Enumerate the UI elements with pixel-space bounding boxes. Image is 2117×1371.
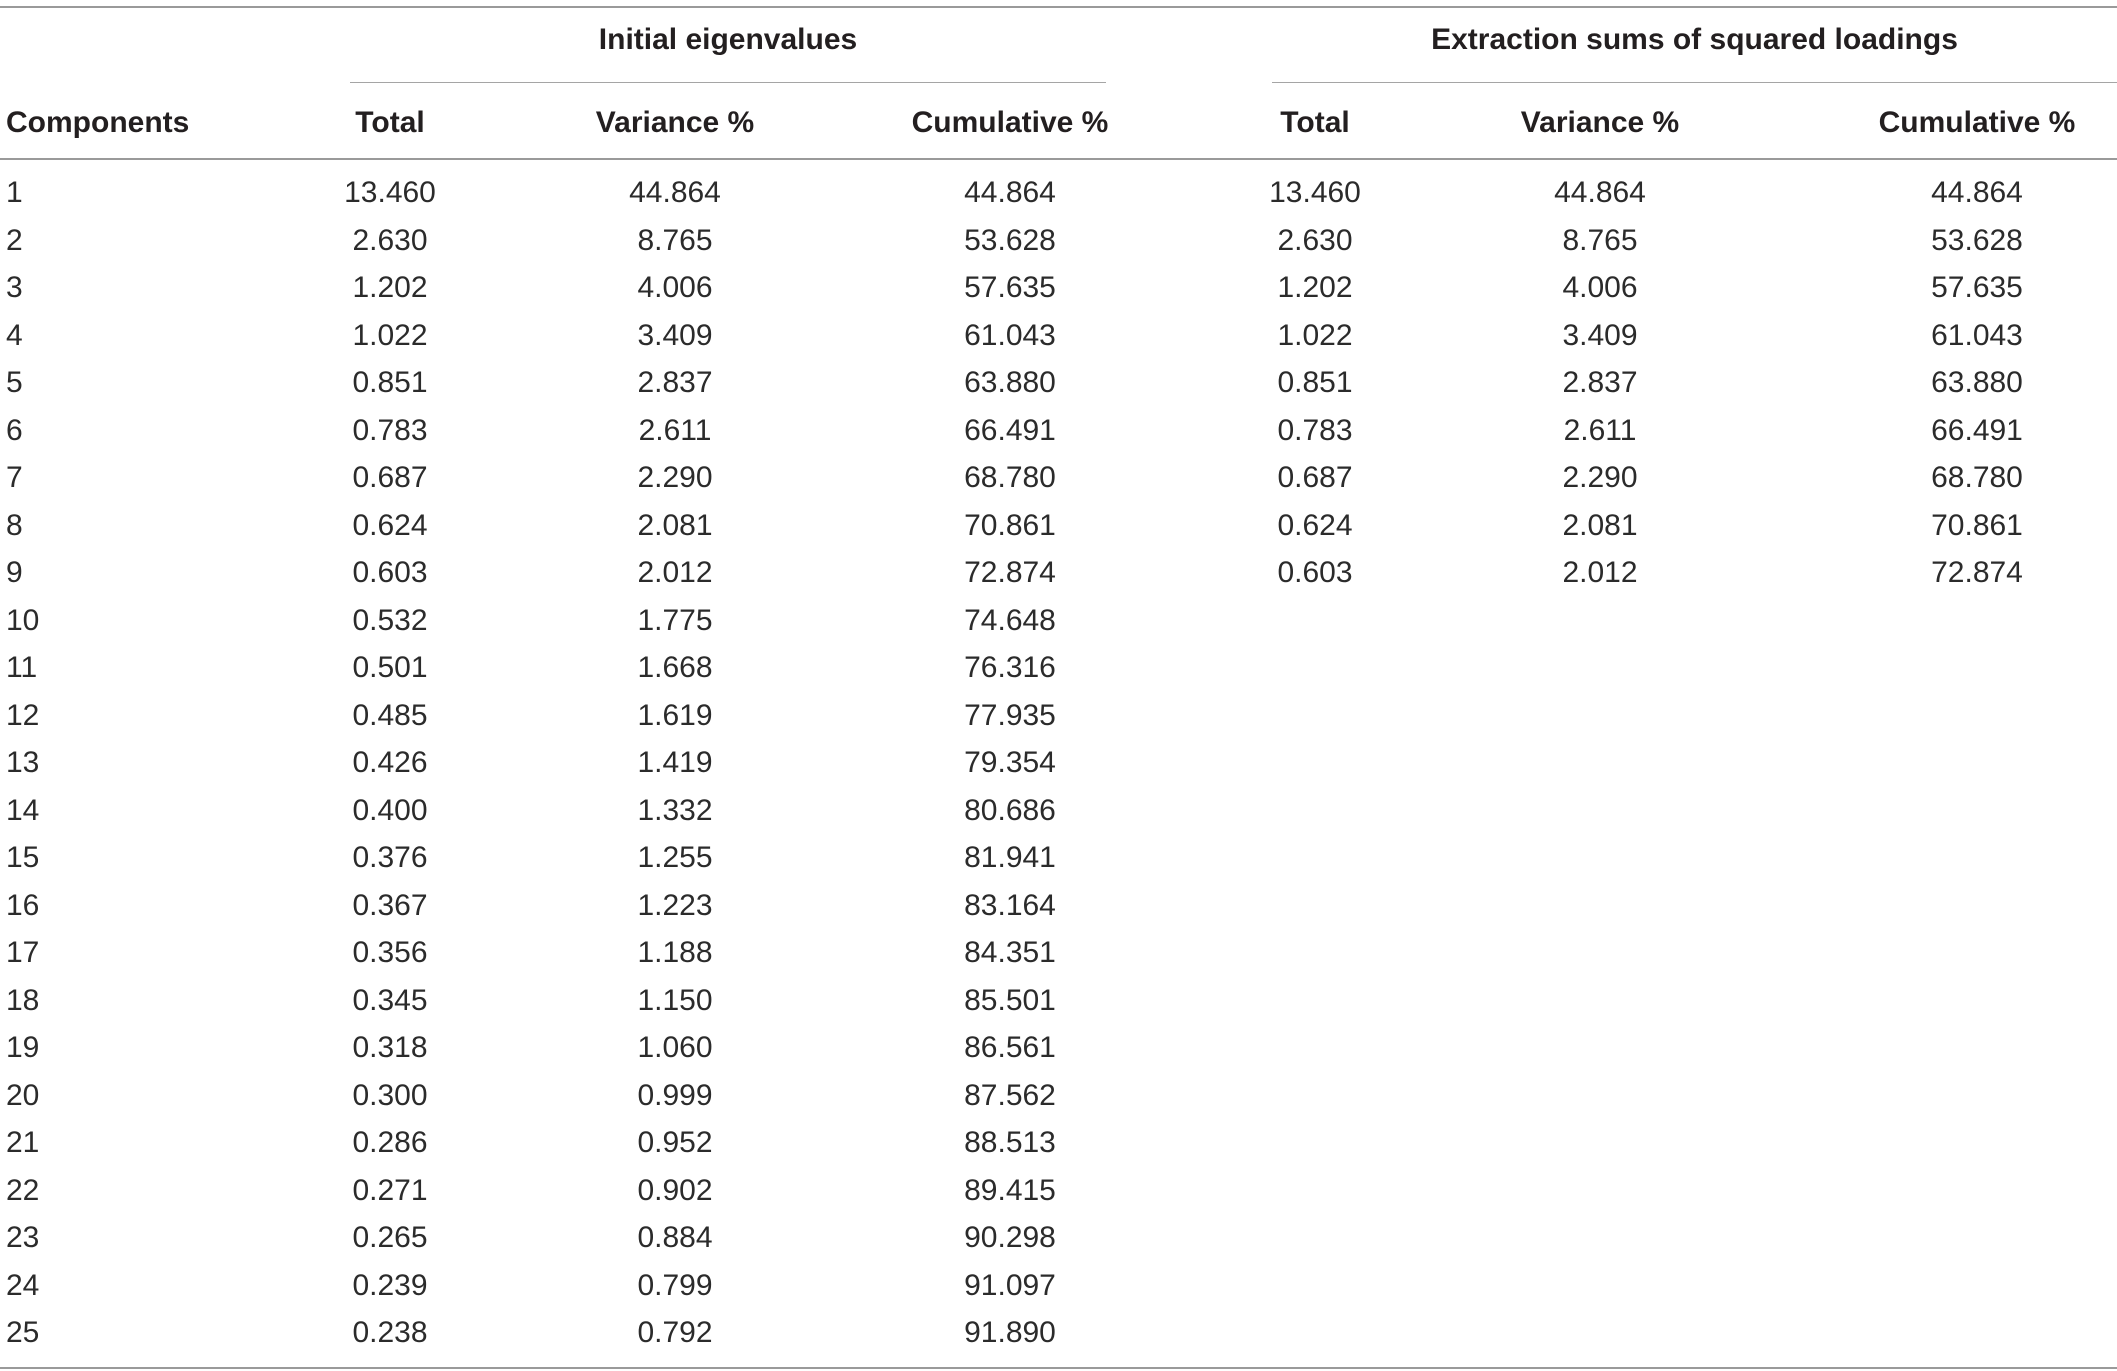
cell-variance: 0.792	[637, 1316, 713, 1349]
cell-cumulative: 81.941	[964, 841, 1056, 874]
cell-component: 1	[6, 176, 23, 209]
column-header-extraction-variance: Variance %	[1520, 106, 1680, 139]
cell-component: 17	[6, 936, 40, 969]
cell-variance: 44.864	[629, 176, 721, 209]
cell-cumulative: 66.491	[964, 413, 1056, 447]
cell-variance: 0.999	[637, 1078, 713, 1112]
cell-cumulative: 74.648	[964, 603, 1056, 637]
cell-total: 0.271	[352, 1173, 428, 1207]
cell-total: 0.485	[352, 698, 428, 732]
cell-component: 10	[6, 603, 40, 637]
cell-total: 0.286	[352, 1126, 428, 1159]
cell-cumulative: 84.351	[964, 936, 1056, 969]
cell-variance: 1.619	[637, 698, 713, 732]
cell-component: 9	[6, 556, 23, 589]
group-rule-extraction	[1272, 82, 2117, 83]
column-header-components: Components	[6, 106, 190, 139]
cell-variance: 3.409	[637, 318, 713, 352]
cell-cumulative: 86.561	[964, 1031, 1056, 1064]
cell-cumulative: 85.501	[964, 983, 1056, 1017]
cell-cumulative: 68.780	[964, 461, 1056, 494]
cell-extraction-variance: 2.837	[1562, 366, 1638, 399]
cell-cumulative: 53.628	[964, 223, 1056, 257]
group-rule-initial	[350, 82, 1106, 83]
cell-variance: 2.081	[637, 508, 713, 542]
cell-total: 2.630	[352, 223, 428, 257]
cell-total: 0.851	[352, 366, 428, 399]
cell-component: 19	[6, 1031, 40, 1064]
cell-variance: 0.884	[637, 1221, 713, 1254]
cell-component: 13	[6, 746, 40, 779]
cell-component: 22	[6, 1173, 40, 1207]
column-header-cumulative: Cumulative %	[911, 106, 1109, 139]
cell-component: 15	[6, 841, 40, 874]
cell-extraction-variance: 2.290	[1562, 461, 1638, 494]
cell-component: 16	[6, 888, 40, 922]
cell-cumulative: 76.316	[964, 651, 1056, 684]
cell-extraction-cumulative: 53.628	[1931, 223, 2023, 257]
cell-cumulative: 61.043	[964, 318, 1056, 352]
cell-extraction-cumulative: 63.880	[1931, 366, 2023, 399]
cell-total: 0.532	[352, 603, 428, 637]
cell-cumulative: 90.298	[964, 1221, 1056, 1254]
cell-variance: 2.012	[637, 556, 713, 589]
cell-variance: 0.799	[637, 1268, 713, 1302]
cell-extraction-cumulative: 66.491	[1931, 413, 2023, 447]
cell-variance: 2.837	[637, 366, 713, 399]
cell-component: 12	[6, 698, 40, 732]
cell-extraction-total: 1.022	[1277, 318, 1353, 352]
column-header-extraction-cumulative: Cumulative %	[1878, 106, 2076, 139]
cell-extraction-cumulative: 61.043	[1931, 318, 2023, 352]
group-title-initial-eigenvalues: Initial eigenvalues	[598, 23, 858, 56]
cell-total: 0.265	[352, 1221, 428, 1254]
cell-extraction-total: 0.783	[1277, 413, 1353, 447]
group-title-extraction-loadings: Extraction sums of squared loadings	[1431, 23, 1958, 56]
cell-extraction-cumulative: 57.635	[1931, 271, 2023, 304]
cell-extraction-cumulative: 68.780	[1931, 461, 2023, 494]
cell-cumulative: 83.164	[964, 888, 1056, 922]
cell-extraction-total: 0.603	[1277, 556, 1353, 589]
cell-extraction-total: 2.630	[1277, 223, 1353, 257]
cell-extraction-variance: 44.864	[1554, 176, 1646, 209]
cell-extraction-variance: 2.012	[1562, 556, 1638, 589]
cell-total: 0.501	[352, 651, 428, 684]
cell-total: 0.345	[352, 983, 428, 1017]
cell-extraction-variance: 2.611	[1563, 413, 1637, 447]
cell-cumulative: 77.935	[964, 698, 1056, 732]
cell-extraction-total: 0.687	[1277, 461, 1353, 494]
cell-extraction-total: 1.202	[1277, 271, 1353, 304]
cell-variance: 1.668	[637, 651, 713, 684]
cell-extraction-cumulative: 70.861	[1931, 508, 2023, 542]
cell-total: 0.687	[352, 461, 428, 494]
cell-cumulative: 88.513	[964, 1126, 1056, 1159]
cell-component: 14	[6, 793, 40, 827]
cell-extraction-total: 0.851	[1277, 366, 1353, 399]
cell-component: 7	[6, 461, 23, 494]
header-bottom-rule	[0, 158, 2117, 160]
cell-variance: 8.765	[637, 223, 713, 257]
column-header-variance: Variance %	[595, 106, 755, 139]
cell-extraction-variance: 3.409	[1562, 318, 1638, 352]
cell-total: 0.300	[352, 1078, 428, 1112]
cell-component: 6	[6, 413, 23, 447]
cell-total: 1.022	[352, 318, 428, 352]
table-top-rule	[0, 6, 2117, 8]
table-bottom-rule	[0, 1367, 2117, 1369]
cell-cumulative: 70.861	[964, 508, 1056, 542]
cell-cumulative: 80.686	[964, 793, 1056, 827]
cell-cumulative: 72.874	[964, 556, 1056, 589]
cell-total: 0.603	[352, 556, 428, 589]
cell-cumulative: 91.890	[964, 1316, 1056, 1349]
cell-variance: 1.255	[637, 841, 713, 874]
cell-total: 0.318	[352, 1031, 428, 1064]
cell-total: 0.239	[352, 1268, 428, 1302]
cell-component: 4	[6, 318, 23, 352]
cell-component: 18	[6, 983, 40, 1017]
cell-cumulative: 79.354	[964, 746, 1056, 779]
cell-extraction-variance: 8.765	[1562, 223, 1638, 257]
cell-cumulative: 44.864	[964, 176, 1056, 209]
cell-component: 24	[6, 1268, 40, 1302]
cell-total: 0.400	[352, 793, 428, 827]
cell-extraction-cumulative: 44.864	[1931, 176, 2023, 209]
cell-variance: 1.775	[637, 603, 713, 637]
cell-cumulative: 63.880	[964, 366, 1056, 399]
cell-cumulative: 89.415	[964, 1173, 1056, 1207]
cell-extraction-total: 0.624	[1277, 508, 1353, 542]
cell-component: 8	[6, 508, 23, 542]
cell-variance: 2.290	[637, 461, 713, 494]
cell-cumulative: 57.635	[964, 271, 1056, 304]
cell-component: 25	[6, 1316, 40, 1349]
cell-extraction-variance: 4.006	[1562, 271, 1638, 304]
cell-variance: 1.188	[637, 936, 713, 969]
cell-variance: 0.902	[637, 1173, 713, 1207]
cell-variance: 1.332	[637, 793, 713, 827]
cell-component: 5	[6, 366, 23, 399]
cell-extraction-variance: 2.081	[1562, 508, 1638, 542]
cell-cumulative: 87.562	[964, 1078, 1056, 1112]
cell-variance: 1.060	[637, 1031, 713, 1064]
cell-component: 3	[6, 271, 23, 304]
cell-total: 1.202	[352, 271, 428, 304]
cell-variance: 0.952	[637, 1126, 713, 1159]
cell-variance: 1.223	[637, 888, 713, 922]
cell-component: 11	[6, 651, 38, 684]
cell-total: 0.624	[352, 508, 428, 542]
cell-total: 13.460	[344, 176, 436, 209]
cell-cumulative: 91.097	[964, 1268, 1056, 1302]
cell-variance: 2.611	[638, 413, 712, 447]
cell-component: 20	[6, 1078, 40, 1112]
column-header-extraction-total: Total	[1280, 106, 1350, 139]
cell-total: 0.238	[352, 1316, 428, 1349]
cell-extraction-total: 13.460	[1269, 176, 1361, 209]
cell-extraction-cumulative: 72.874	[1931, 556, 2023, 589]
cell-variance: 4.006	[637, 271, 713, 304]
column-header-total: Total	[355, 106, 425, 139]
cell-total: 0.367	[352, 888, 428, 922]
cell-total: 0.426	[352, 746, 428, 779]
cell-variance: 1.150	[637, 983, 713, 1017]
cell-total: 0.376	[352, 841, 428, 874]
cell-component: 23	[6, 1221, 40, 1254]
cell-total: 0.356	[352, 936, 428, 969]
cell-component: 2	[6, 223, 23, 257]
cell-variance: 1.419	[637, 746, 713, 779]
cell-component: 21	[6, 1126, 40, 1159]
cell-total: 0.783	[352, 413, 428, 447]
